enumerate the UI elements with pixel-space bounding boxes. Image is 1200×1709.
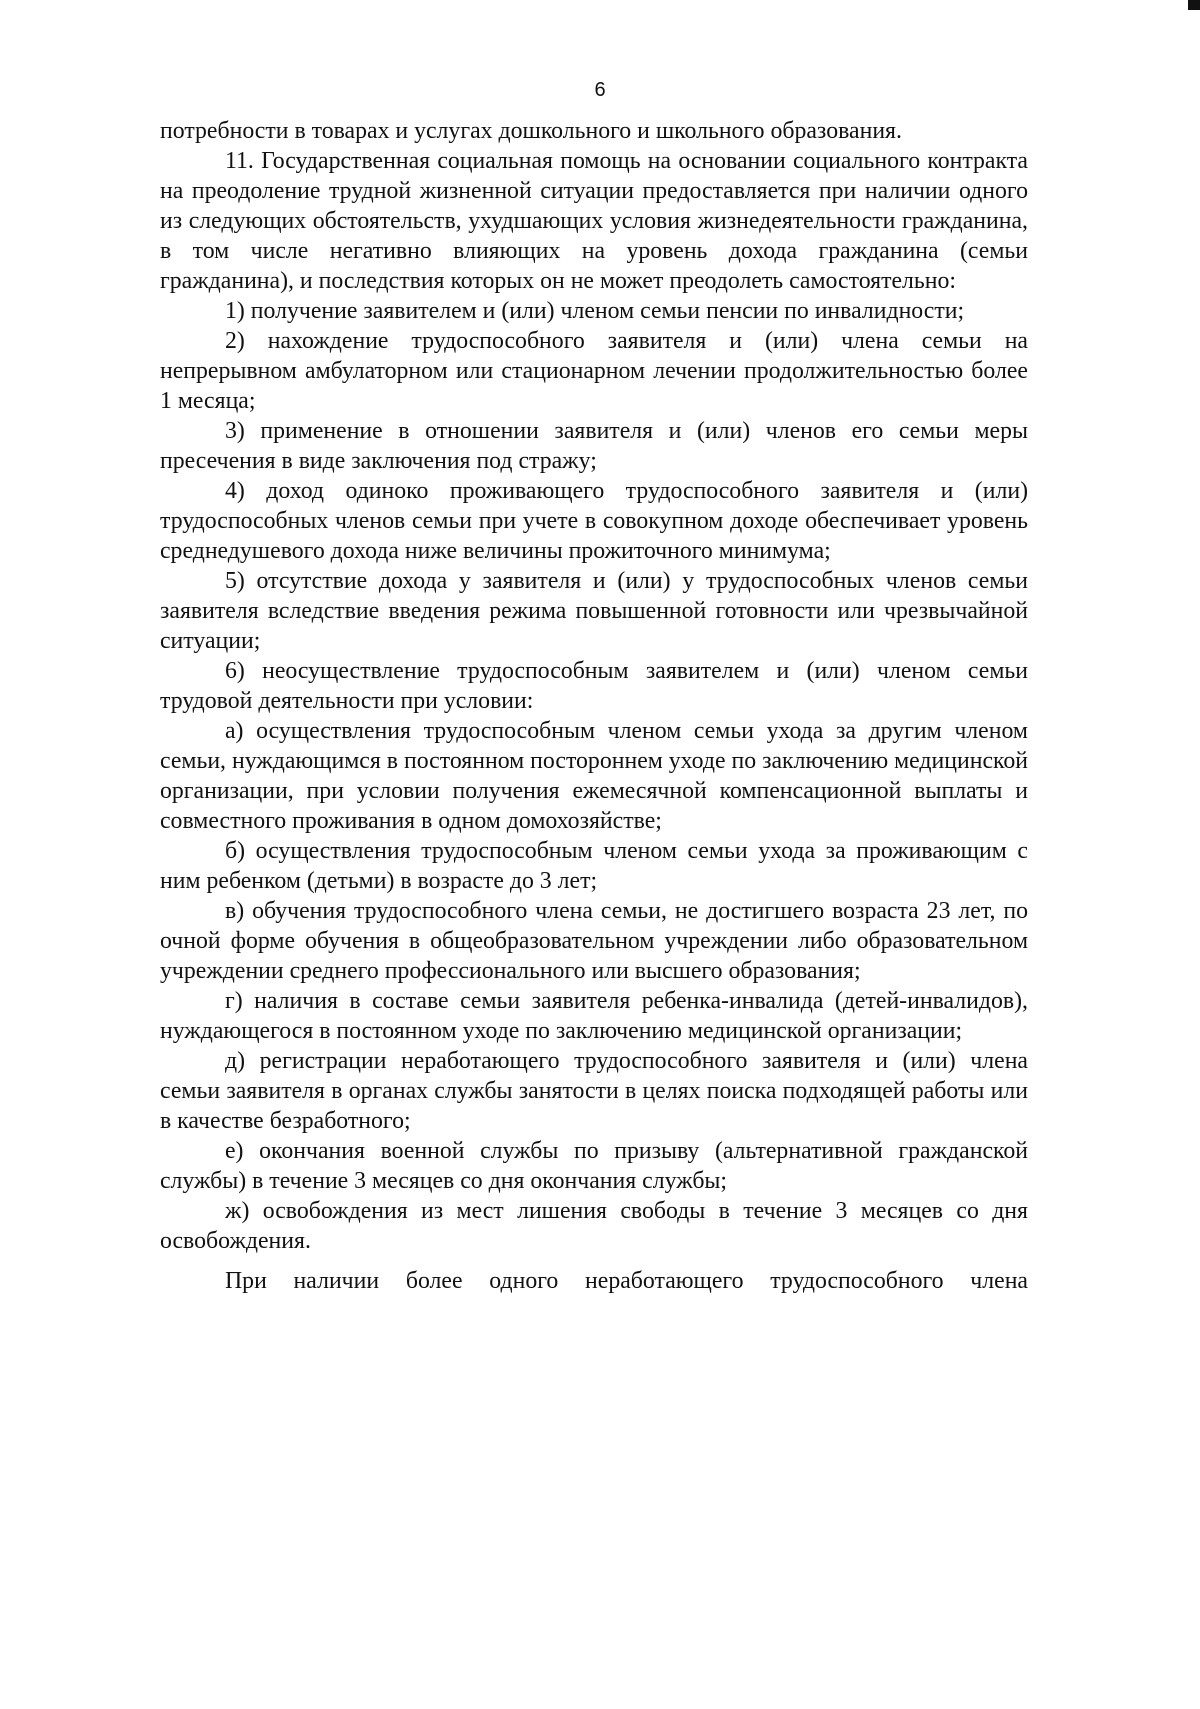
- sub-item-d: д) регистрации неработающего трудоспособного заявителя и (или) члена семьи заявителя в органах службы занятости в целях поиска подходящей работы или в качестве безработного;: [160, 1048, 1028, 1134]
- scan-corner-mark: [1188, 0, 1200, 10]
- list-item-4: 4) доход одиноко проживающего трудоспособного заявителя и (или) трудоспособных членов семьи при учете в совокупном доходе обеспечивает уровень среднедушевого дохода ниже величины прожиточного минимума;: [160, 478, 1028, 564]
- list-item-5: 5) отсутствие дохода у заявителя и (или) у трудоспособных членов семьи заявителя вследствие введения режима повышенной готовности или чрезвычайной ситуации;: [160, 568, 1028, 654]
- sub-item-g: г) наличия в составе семьи заявителя ребенка-инвалида (детей-инвалидов), нуждающегося в постоянном уходе по заключению медицинской организации;: [160, 988, 1028, 1044]
- sub-item-b: б) осуществления трудоспособным членом семьи ухода за проживающим с ним ребенком (детьми) в возрасте до 3 лет;: [160, 838, 1028, 894]
- sub-item-zh: ж) освобождения из мест лишения свободы в течение 3 месяцев со дня освобождения.: [160, 1198, 1028, 1254]
- sub-item-v: в) обучения трудоспособного члена семьи, не достигшего возраста 23 лет, по очной форме обучения в общеобразовательном учреждении либо образовательном учреждении среднего профессионального или высшего образования;: [160, 898, 1028, 984]
- sub-item-e: е) окончания военной службы по призыву (альтернативной гражданской службы) в течение 3 месяцев со дня окончания службы;: [160, 1138, 1028, 1194]
- sub-item-a: а) осуществления трудоспособным членом семьи ухода за другим членом семьи, нуждающимся в постоянном постороннем уходе по заключению медицинской организации, при условии получения ежемесячной компенсационной выплаты и совместного проживания в одном домохозяйстве;: [160, 718, 1028, 834]
- list-item-2: 2) нахождение трудоспособного заявителя и (или) члена семьи на непрерывном амбулаторном или стационарном лечении продолжительностью более 1 месяца;: [160, 328, 1028, 414]
- paragraph-clause-11: 11. Государственная социальная помощь на основании социального контракта на преодоление трудной жизненной ситуации предоставляется при наличии одного из следующих обстоятельств, ухудшающих условия жизнедеятельности гражданина, в том числе негативно влияющих на уровень дохода гражданина (семьи гражданина), и последствия которых он не может преодолеть самостоятельно:: [160, 148, 1028, 294]
- paragraph-continuation: потребности в товарах и услугах дошкольного и школьного образования.: [160, 118, 902, 144]
- page-number: 6: [594, 79, 606, 101]
- paragraph-final: При наличии более одного неработающего трудоспособного члена: [225, 1268, 1028, 1294]
- list-item-1: 1) получение заявителем и (или) членом семьи пенсии по инвалидности;: [225, 298, 965, 324]
- document-body: [160, 116, 1028, 1296]
- list-item-3: 3) применение в отношении заявителя и (или) членов его семьи меры пресечения в виде заключения под стражу;: [160, 418, 1028, 474]
- list-item-6: 6) неосуществление трудоспособным заявителем и (или) членом семьи трудовой деятельности при условии:: [160, 658, 1028, 714]
